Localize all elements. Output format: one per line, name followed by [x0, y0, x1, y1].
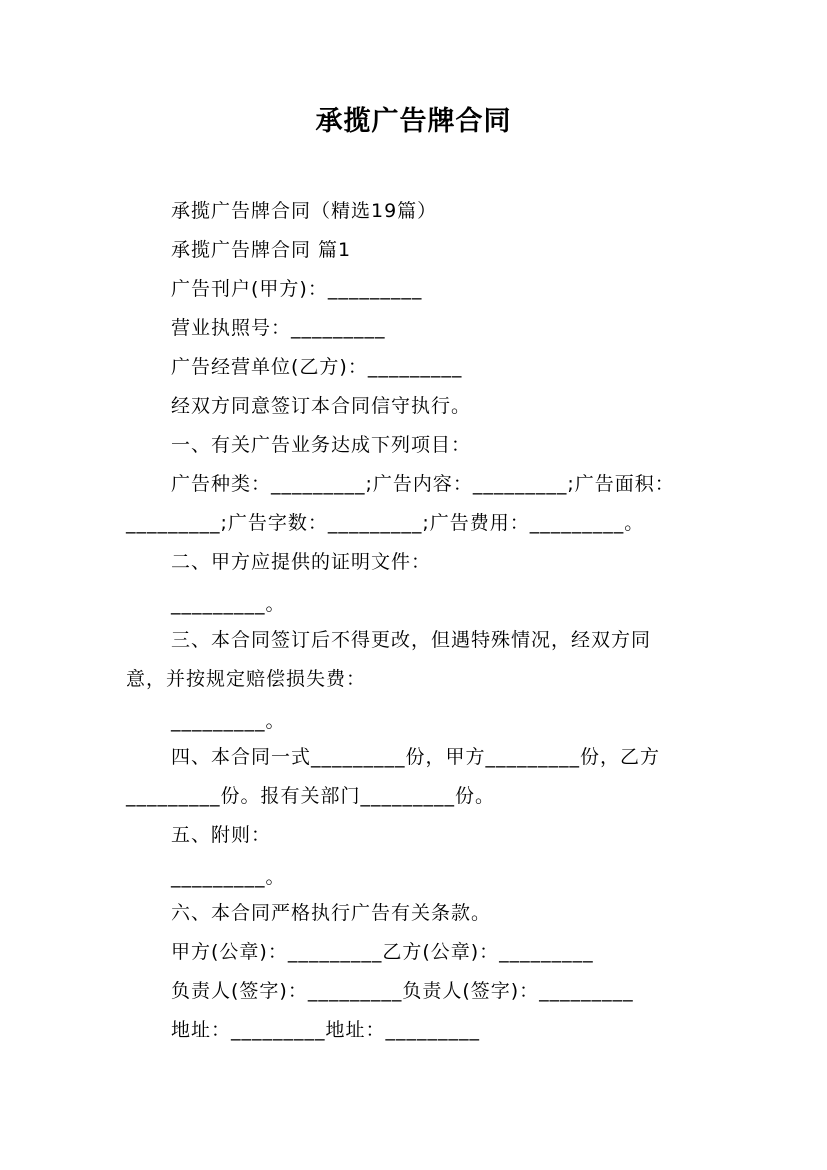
paragraph-seals: 甲方(公章)：_________乙方(公章)：_________	[171, 941, 594, 963]
paragraph-ad-details-cont: _________;广告字数：_________;广告费用：_________。	[126, 512, 645, 534]
paragraph-agreement: 经双方同意签订本合同信守执行。	[171, 395, 472, 417]
paragraph-party-b: 广告经营单位(乙方)：_________	[171, 356, 463, 378]
paragraph-clause-6: 六、本合同严格执行广告有关条款。	[171, 902, 492, 924]
paragraph-blank-1: _________。	[171, 593, 286, 615]
paragraph-clause-4: 四、本合同一式_________份，甲方_________份，乙方	[171, 746, 661, 768]
paragraph-ad-details: 广告种类：_________;广告内容：_________;广告面积：	[171, 473, 675, 495]
paragraph-blank-3: _________。	[171, 866, 286, 888]
paragraph-clause-3: 三、本合同签订后不得更改，但遇特殊情况，经双方同	[171, 629, 652, 651]
paragraph-clause-4-cont: _________份。报有关部门_________份。	[126, 785, 496, 807]
paragraph-blank-2: _________。	[171, 710, 286, 732]
paragraph-party-a: 广告刊户(甲方)：_________	[171, 278, 423, 300]
document-title: 承揽广告牌合同	[315, 106, 512, 137]
paragraph-section-heading: 承揽广告牌合同 篇1	[171, 239, 352, 261]
paragraph-clause-3-cont: 意，并按规定赔偿损失费：	[126, 668, 367, 690]
paragraph-clause-5: 五、附则：	[171, 824, 272, 846]
paragraph-subtitle: 承揽广告牌合同（精选19篇）	[171, 200, 438, 222]
paragraph-clause-1: 一、有关广告业务达成下列项目：	[171, 434, 472, 456]
paragraph-clause-2: 二、甲方应提供的证明文件：	[171, 551, 432, 573]
paragraph-addresses: 地址：_________地址：_________	[171, 1019, 481, 1041]
paragraph-license-number: 营业执照号：_________	[171, 317, 386, 339]
paragraph-signatures: 负责人(签字)：_________负责人(签字)：_________	[171, 980, 634, 1002]
